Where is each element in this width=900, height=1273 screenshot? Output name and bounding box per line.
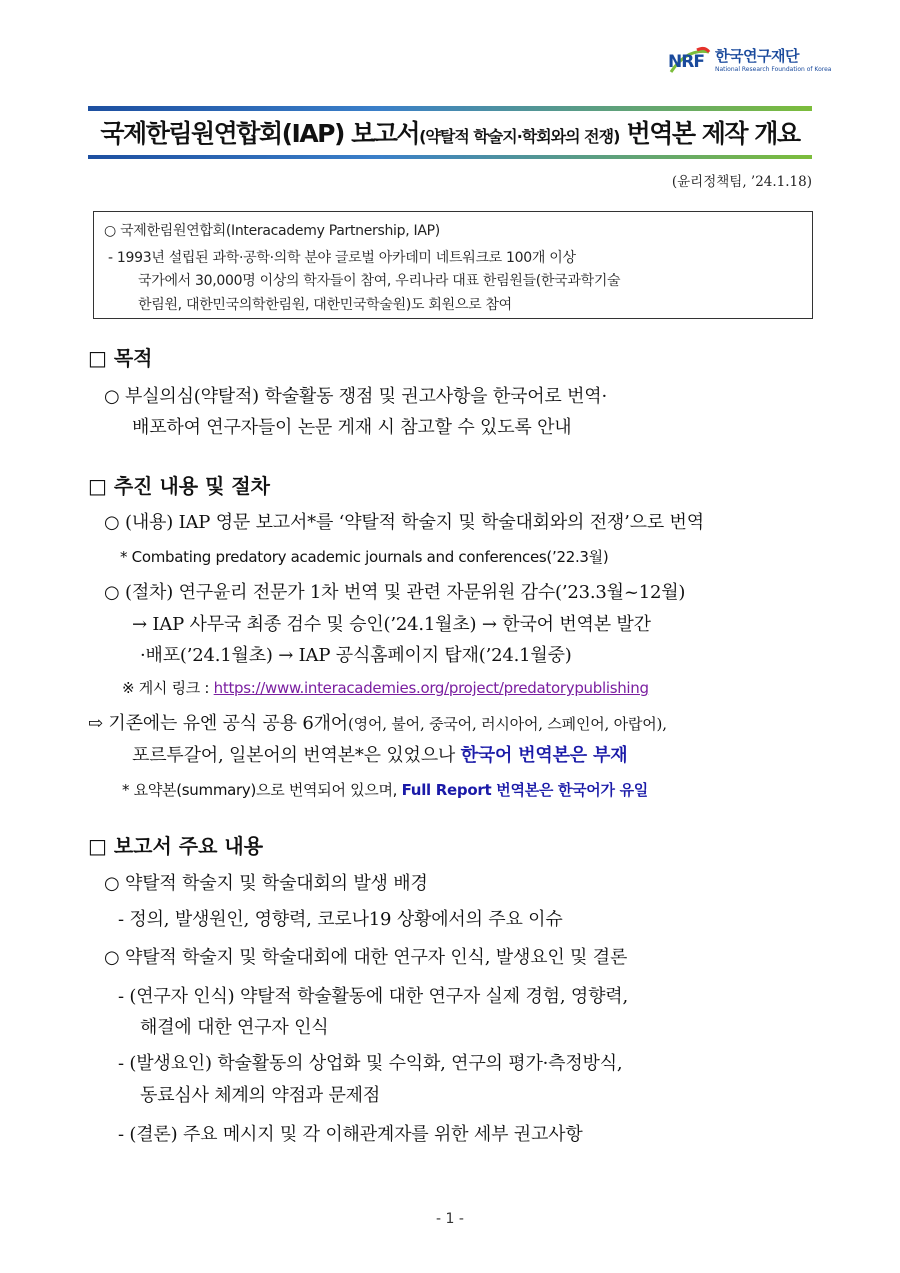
contents-line-1: ○ 약탈적 학술지 및 학술대회의 발생 배경 (104, 873, 428, 894)
intro-line-3: 국가에서 30,000명 이상의 학자들이 참여, 우리나라 대표 한림원들(한국과학기술 (138, 273, 621, 289)
title-main-b: 번역본 제작 개요 (619, 119, 800, 148)
contents-line-5: 해결에 대한 연구자 인식 (140, 1017, 329, 1038)
title-top-rule (88, 106, 812, 111)
intro-line-2: - 1993년 설립된 과학·공학·의학 분야 글로벌 아카데미 네트워크로 100개 이상 (108, 250, 576, 266)
contents-line-7: 동료심사 체계의 약점과 문제점 (140, 1085, 381, 1106)
existing-translation-languages: (영어, 불어, 중국어, 러시아어, 스페인어, 아랍어), (348, 715, 667, 733)
intro-box (93, 211, 813, 319)
logo-name-ko: 한국연구재단 (715, 47, 799, 65)
existing-translation-line-2 (132, 741, 627, 767)
process-line-1: ○ (내용) IAP 영문 보고서*를 ‘약탈적 학술지 및 학술대회와의 전쟁’으로 번역 (104, 512, 704, 533)
author-date: (윤리정책팀, ’24.1.18) (671, 174, 812, 190)
purpose-line-2: 배포하여 연구자들이 논문 게재 시 참고할 수 있도록 안내 (132, 417, 572, 438)
process-line-2: ○ (절차) 연구윤리 전문가 1차 번역 및 관련 자문위원 감수(’23.3월~12월) (104, 582, 686, 603)
existing-translation-b: 포르투갈어, 일본어의 번역본*은 있었으나 (132, 745, 461, 766)
full-report-highlight: Full Report 번역본은 한국어가 유일 (401, 781, 648, 799)
logo-mark-text: NRF (668, 52, 704, 72)
contents-line-8: - (결론) 주요 메시지 및 각 이해관계자를 위한 세부 권고사항 (118, 1124, 583, 1145)
contents-line-6: - (발생요인) 학술활동의 상업화 및 수익화, 연구의 평가·측정방식, (118, 1053, 623, 1074)
intro-line-4: 한림원, 대한민국의학한림원, 대한민국학술원)도 회원으로 참여 (138, 297, 512, 313)
title-main-a: 국제한림원연합회(IAP) 보고서 (100, 119, 420, 148)
intro-line-1: ○ 국제한림원연합회(Interacademy Partnership, IAP) (104, 223, 440, 239)
contents-line-3: ○ 약탈적 학술지 및 학술대회에 대한 연구자 인식, 발생요인 및 결론 (104, 947, 628, 968)
section-heading-contents: □ 보고서 주요 내용 (88, 834, 264, 858)
summary-note (122, 779, 648, 800)
process-line-3: → IAP 사무국 최종 검수 및 승인(’24.1월초) → 한국어 번역본 발간 (132, 614, 651, 635)
existing-translation-a: ⇨ 기존에는 유엔 공식 공용 6개어 (88, 713, 348, 734)
logo-name-en: National Research Foundation of Korea (715, 66, 832, 73)
nrf-logo (667, 44, 832, 80)
title-bottom-rule (88, 155, 812, 159)
process-note-1: * Combating predatory academic journals and conferences(’22.3월) (120, 548, 609, 566)
process-line-4: ·배포(’24.1월초) → IAP 공식홈페이지 탑재(’24.1월중) (140, 645, 572, 666)
existing-translation-line-1 (88, 709, 667, 735)
korean-absent-highlight: 한국어 번역본은 부재 (460, 745, 628, 766)
posting-link[interactable]: https://www.interacademies.org/project/predatorypublishing (213, 679, 649, 697)
purpose-line-1: ○ 부실의심(약탈적) 학술활동 쟁점 및 권고사항을 한국어로 번역· (104, 386, 608, 407)
title-small: (약탈적 학술지·학회와의 전쟁) (419, 127, 620, 146)
posting-link-row (122, 677, 649, 698)
section-heading-process: □ 추진 내용 및 절차 (88, 474, 270, 498)
contents-line-2: - 정의, 발생원인, 영향력, 코로나19 상황에서의 주요 이슈 (118, 909, 563, 930)
page-title (88, 114, 812, 150)
posting-link-label: ※ 게시 링크 : (122, 679, 214, 697)
contents-line-4: - (연구자 인식) 약탈적 학술활동에 대한 연구자 실제 경험, 영향력, (118, 986, 628, 1007)
section-heading-purpose: □ 목적 (88, 346, 153, 370)
summary-note-a: * 요약본(summary)으로 번역되어 있으며, (122, 781, 402, 799)
page-number: - 1 - (436, 1211, 464, 1227)
